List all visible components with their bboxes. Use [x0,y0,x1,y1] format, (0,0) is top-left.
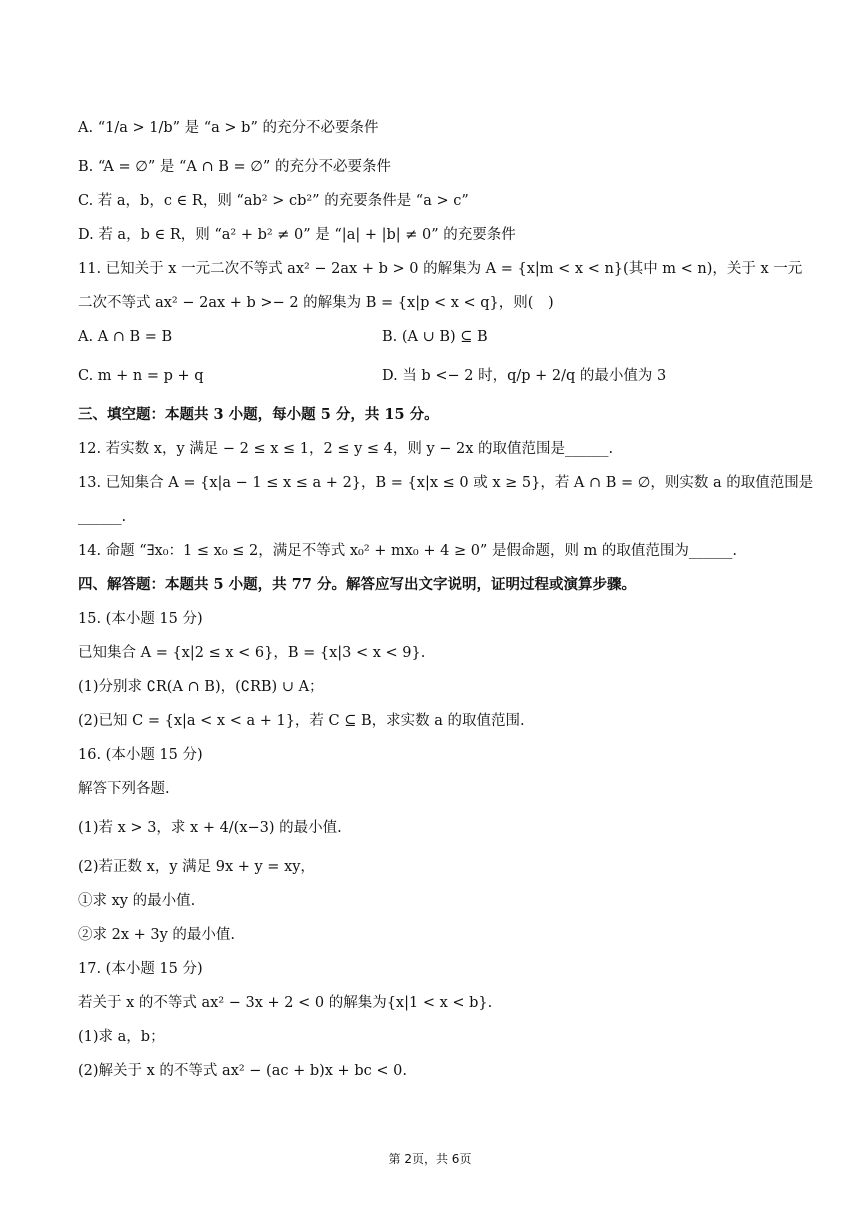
option-b-11: B. (A ∪ B) ⊆ B [382,329,488,345]
question-15-title: 15. (本小题 15 分) [78,611,203,627]
question-16-title: 16. (本小题 15 分) [78,747,203,763]
question-15-stem: 已知集合 A = {x|2 ≤ x < 6}，B = {x|3 < x < 9}. [78,645,426,661]
option-a-10: A. “1/a > 1/b” 是 “a > b” 的充分不必要条件 [78,120,379,136]
question-16-part2-sub2: ②求 2x + 3y 的最小值. [78,927,236,943]
question-14: 14. 命题 “∃x₀：1 ≤ x₀ ≤ 2，满足不等式 x₀² + mx₀ + 4 ≥ 0” 是假命题，则 m 的取值范围为______. [78,543,738,559]
option-c-11: C. m + n = p + q [78,368,204,384]
section-answer-heading: 四、解答题：本题共 5 小题，共 77 分。解答应写出文字说明，证明过程或演算步骤。 [78,576,636,593]
question-16-part1: (1)若 x > 3，求 x + 4/(x−3) 的最小值. [78,820,342,836]
question-17-stem: 若关于 x 的不等式 ax² − 3x + 2 < 0 的解集为{x|1 < x < b}. [78,995,493,1011]
page-footer: 第 2页，共 6页 [388,1152,472,1166]
question-15-part2: (2)已知 C = {x|a < x < a + 1}，若 C ⊆ B，求实数 a 的取值范围. [78,713,525,729]
option-d-10: D. 若 a，b ∈ R，则 “a² + b² ≠ 0” 是 “|a| + |b| ≠ 0” 的充要条件 [78,227,516,243]
question-15-part1: (1)分别求 ∁R(A ∩ B)，(∁RB) ∪ A； [78,679,324,695]
question-17-title: 17. (本小题 15 分) [78,961,203,977]
question-13-line1: 13. 已知集合 A = {x|a − 1 ≤ x ≤ a + 2}，B = {x|x ≤ 0 或 x ≥ 5}，若 A ∩ B = ∅，则实数 a 的取值范围是 [78,475,814,491]
question-12: 12. 若实数 x，y 满足 − 2 ≤ x ≤ 1，2 ≤ y ≤ 4，则 y − 2x 的取值范围是______. [78,441,614,457]
question-16-part2: (2)若正数 x，y 满足 9x + y = xy， [78,859,315,875]
option-b-10: B. “A = ∅” 是 “A ∩ B = ∅” 的充分不必要条件 [78,159,391,175]
question-17-part2: (2)解关于 x 的不等式 ax² − (ac + b)x + bc < 0. [78,1063,407,1079]
option-d-11: D. 当 b <− 2 时，q/p + 2/q 的最小值为 3 [382,368,667,384]
question-13-line2: ______. [78,509,127,525]
question-11-line1: 11. 已知关于 x 一元二次不等式 ax² − 2ax + b > 0 的解集为 A = {x|m < x < n}(其中 m < n)，关于 x 一元 [78,261,803,277]
option-c-10: C. 若 a，b，c ∈ R，则 “ab² > cb²” 的充要条件是 “a > c” [78,193,469,209]
question-16-stem: 解答下列各题. [78,781,170,797]
question-16-part2-sub1: ①求 xy 的最小值. [78,893,196,909]
question-11-line2: 二次不等式 ax² − 2ax + b >− 2 的解集为 B = {x|p < x < q}，则( ) [78,295,554,311]
option-a-11: A. A ∩ B = B [78,329,173,345]
section-fill-blank-heading: 三、填空题：本题共 3 小题，每小题 5 分，共 15 分。 [78,406,439,423]
question-17-part1: (1)求 a，b； [78,1029,165,1045]
